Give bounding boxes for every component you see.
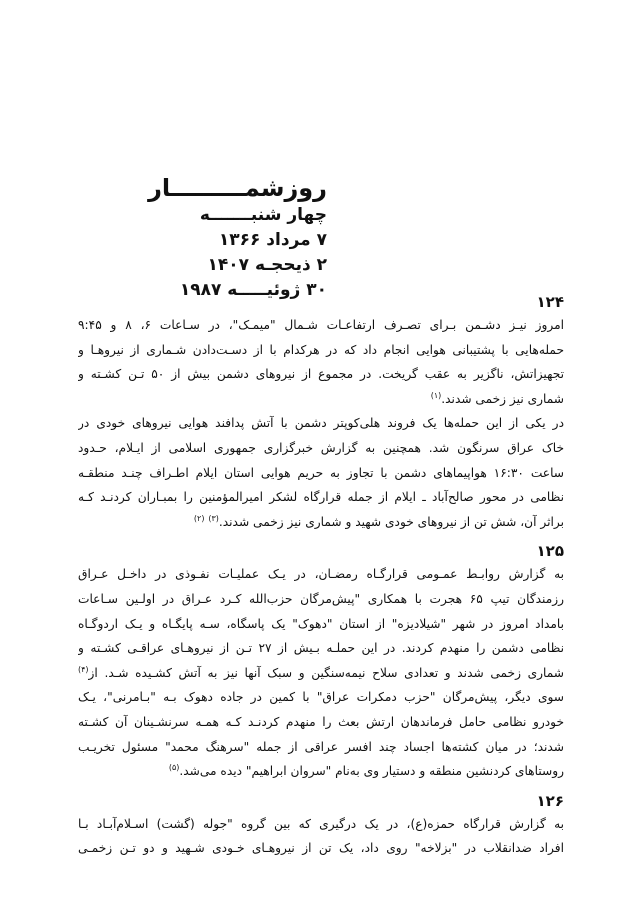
text-line: روستاهای کردنشین منطقه و دستیار وی به‌نام "سروان ابراهیم" دیده می‌شد.$^{(۵)}$	[168, 763, 564, 779]
text-line: براثر آن، شش تن از نیروهای خودی شهید و شماری نیز زخمی شدند.$^{(۳)}$ $^{(۲)}$	[193, 513, 564, 529]
text-line: به گزارش روابـط عمـومی قرارگـاه رمضـان، در یـک عملیـات نفـوذی در داخـل عـراق	[78, 567, 564, 582]
footnote-ref: (۴)	[78, 664, 89, 674]
entry-126	[78, 790, 564, 861]
text-line: خودرو نظامی حامل فرماندهان ارتش بعث را منهدم کردنـد کـه همـه سرنشـینان آن کشـته	[78, 714, 564, 729]
entry-125	[78, 540, 564, 783]
day-header	[97, 173, 327, 303]
text-line: تجهیزاتش، ناگزیر به عقب گریخت. در مجموع از نیروهای دشمن بیش از ۵۰ تـن کشـته و	[78, 367, 564, 382]
text-line: خاک عراق سرنگون شد. همچنین به گزارش خبرگزاری جمهوری اسلامی از ایـلام، حـدود	[78, 440, 564, 455]
chronicle-title: روزشمـــــــــار	[148, 174, 327, 202]
text-line: شماری زخمی شدند و تعدادی سلاح نیمه‌سنگین و سبک آنها نیز به آتش کشـیده شـد. از$^{(۴)}$	[78, 664, 564, 680]
text-line: سوی دیگر، پیش‌مرگان "حزب دمکرات عراق" با کمین در جاده دهوک بـه "بـامرنی"، یـک	[78, 690, 564, 705]
page-body	[78, 285, 564, 861]
entry-number: ۱۲۵	[536, 542, 564, 561]
entry-124	[78, 291, 564, 534]
text-line: ساعت ۱۶:۳۰ هواپیماهای دشمن با تجاوز به حریم هوایی استان ایلام اطـراف چنـد منطقـه	[78, 465, 564, 480]
text-line: در یکی از این حمله‌ها یک فروند هلی‌کوپتر دشمن با آتش پدافند هوایی نیروهای خودی در	[78, 416, 564, 431]
text-line: نظامی دشمن را منهدم کردند. در این حملـه بـیش از ۲۷ تـن از نیروهـای عراقـی کشـته و	[78, 641, 564, 656]
footnote-ref: (۵)	[168, 763, 180, 773]
date-solar: ۷ مرداد ۱۳۶۶	[218, 230, 327, 250]
footnote-ref: (۲)	[193, 513, 205, 523]
weekday: چهار شنبـــــــه	[199, 205, 327, 225]
footnote-ref: (۳)	[208, 513, 219, 523]
text-line: به گزارش قرارگاه حمزه(ع)، در یک درگیری که بین گروه "جوله (گشت) اسـلام‌آبـاد بـا	[78, 816, 564, 831]
text-line: رزمندگان تیپ ۶۵ هجرت با همکاری "پیش‌مرگان حزب‌الله کـرد عـراق در اولـین سـاعات	[78, 591, 564, 606]
text-line: بامداد امروز در شهر "شیلادیزه" از استان "دهوک" یک پاسگاه، سـه پایگـاه و یـک اردوگـاه	[78, 616, 564, 631]
text-line: نظامی در محور صالح‌آباد ـ ایلام از جمله قرارگاه لشکر امیرالمؤمنین را بمبـاران کردنـد کـه	[78, 490, 564, 505]
text-line: شدند؛ در میان کشته‌ها اجساد چند افسر عراقی از جمله "سرهنگ محمد" مسئول تخریـب	[78, 739, 564, 754]
text-line: حمله‌هایی با پشتیبانی هوایی انجام داد که در هرکدام با از دسـت‌دادن شـماری از نیروهـا و	[78, 342, 564, 357]
text-line: امروز نیـز دشـمن بـرای تصـرف ارتفاعـات شـمال "میمـک"، در سـاعات ۶، ۸ و ۹:۴۵	[78, 318, 564, 332]
date-gregorian: ۳۰ ژوئیـــــه ۱۹۸۷	[179, 280, 327, 300]
entry-number: ۱۲۶	[536, 791, 564, 810]
text-line: شماری نیز زخمی شدند.$^{(۱)}$	[430, 390, 564, 406]
entry-number: ۱۲۴	[536, 293, 564, 311]
text-line: افراد ضدانقلاب در "بزلاخه" روی داد، یک تن از نیروهـای خـودی شـهید و دو تـن زخمـی	[78, 841, 564, 856]
date-lunar: ۲ ذیحجـه ۱۴۰۷	[207, 255, 327, 275]
footnote-ref: (۱)	[430, 390, 442, 400]
